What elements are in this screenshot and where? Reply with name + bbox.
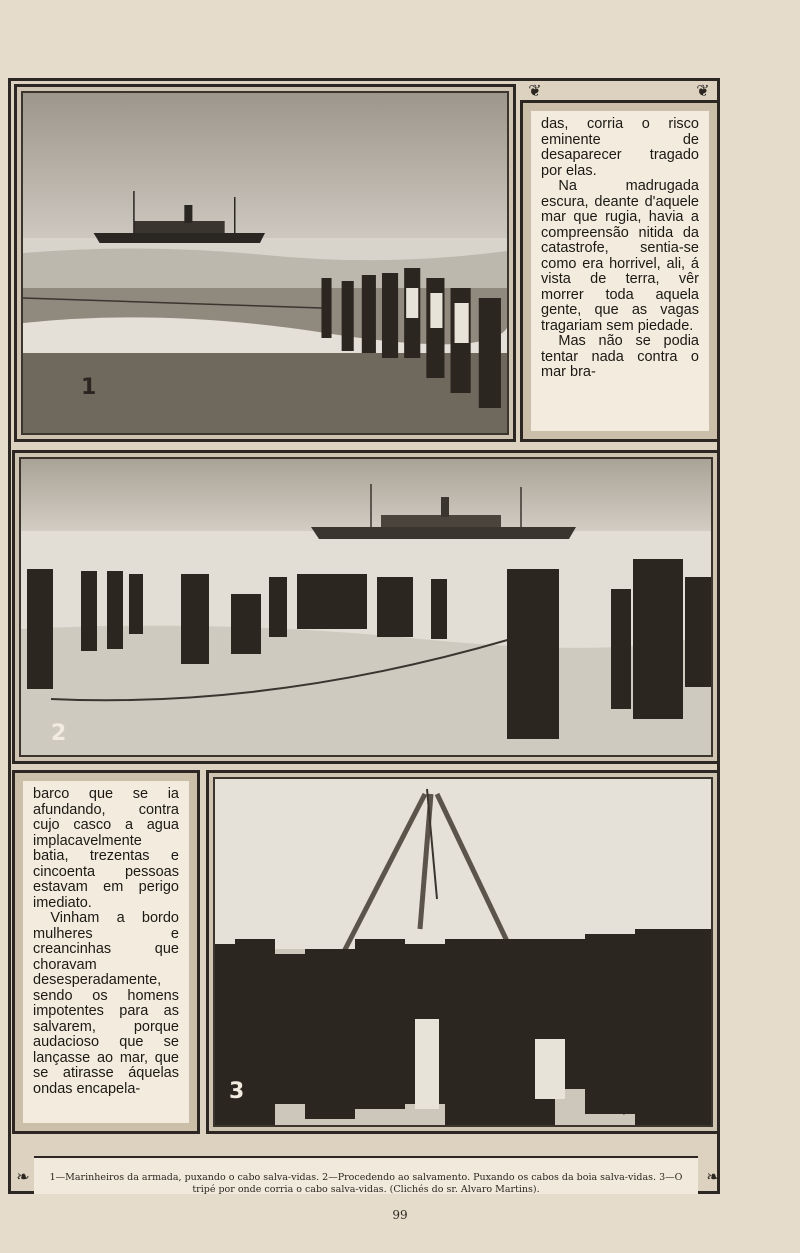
photo-1 <box>21 91 509 435</box>
paragraph: das, corria o risco eminente de desaparecer tragado por elas. <box>541 116 699 179</box>
photo-3-number: 3 <box>229 1079 245 1104</box>
caption-text: 1—Marinheiros da armada, puxando o cabo salva-vidas. 2—Procedendo ao salvamento. Puxando os cabos da boia salva-vidas. 3—O tripé por onde corria o cabo salva-vidas. (Clichés do sr. Alvaro Martins). <box>49 1172 683 1195</box>
bottom-ornament-left: ❧ <box>16 1167 30 1186</box>
paragraph: barco que se ia afundando, contra cujo casco a agua implacavelmente batia, trezentas e cincoenta pessoas estavam em perigo imediato. <box>33 786 179 911</box>
corner-ornament-left: ❦ <box>528 81 542 100</box>
photo-2-number: 2 <box>51 721 67 746</box>
text-column-top-body <box>531 111 709 431</box>
bottom-ornament-right: ❧ <box>706 1167 720 1186</box>
paragraph: Vinham a bordo mulheres e creancinhas que choravam desesperadamente, sendo os homens impotentes para as salvarem, porque audacioso que se lançasse ao mar, que se atirasse áquelas ondas encapela- <box>33 910 179 1097</box>
photo-2-frame <box>12 450 720 764</box>
text-column-top <box>520 100 720 442</box>
photo-1-frame <box>14 84 516 442</box>
text-column-bottom <box>12 770 200 1134</box>
photo-3 <box>213 777 713 1127</box>
photo-caption <box>34 1156 698 1194</box>
paragraph: Mas não se podia tentar nada contra o mar bra- <box>541 333 699 380</box>
photo-2-image <box>21 459 711 755</box>
page-number: 99 <box>392 1208 408 1222</box>
photo-1-number: 1 <box>81 375 97 400</box>
photo-3-image <box>215 779 711 1125</box>
corner-ornament-right: ❦ <box>696 81 710 100</box>
paragraph: Na madrugada escura, deante d'aquele mar que rugia, havia a compreensão nitida da catastrofe, sentia-se como era horrivel, ali, á vista de terra, vêr morrer toda aquela gente, que as vagas tragariam sem piedade. <box>541 178 699 334</box>
photo-3-frame <box>206 770 720 1134</box>
text-column-bottom-body <box>23 781 189 1123</box>
photo-2 <box>19 457 713 757</box>
